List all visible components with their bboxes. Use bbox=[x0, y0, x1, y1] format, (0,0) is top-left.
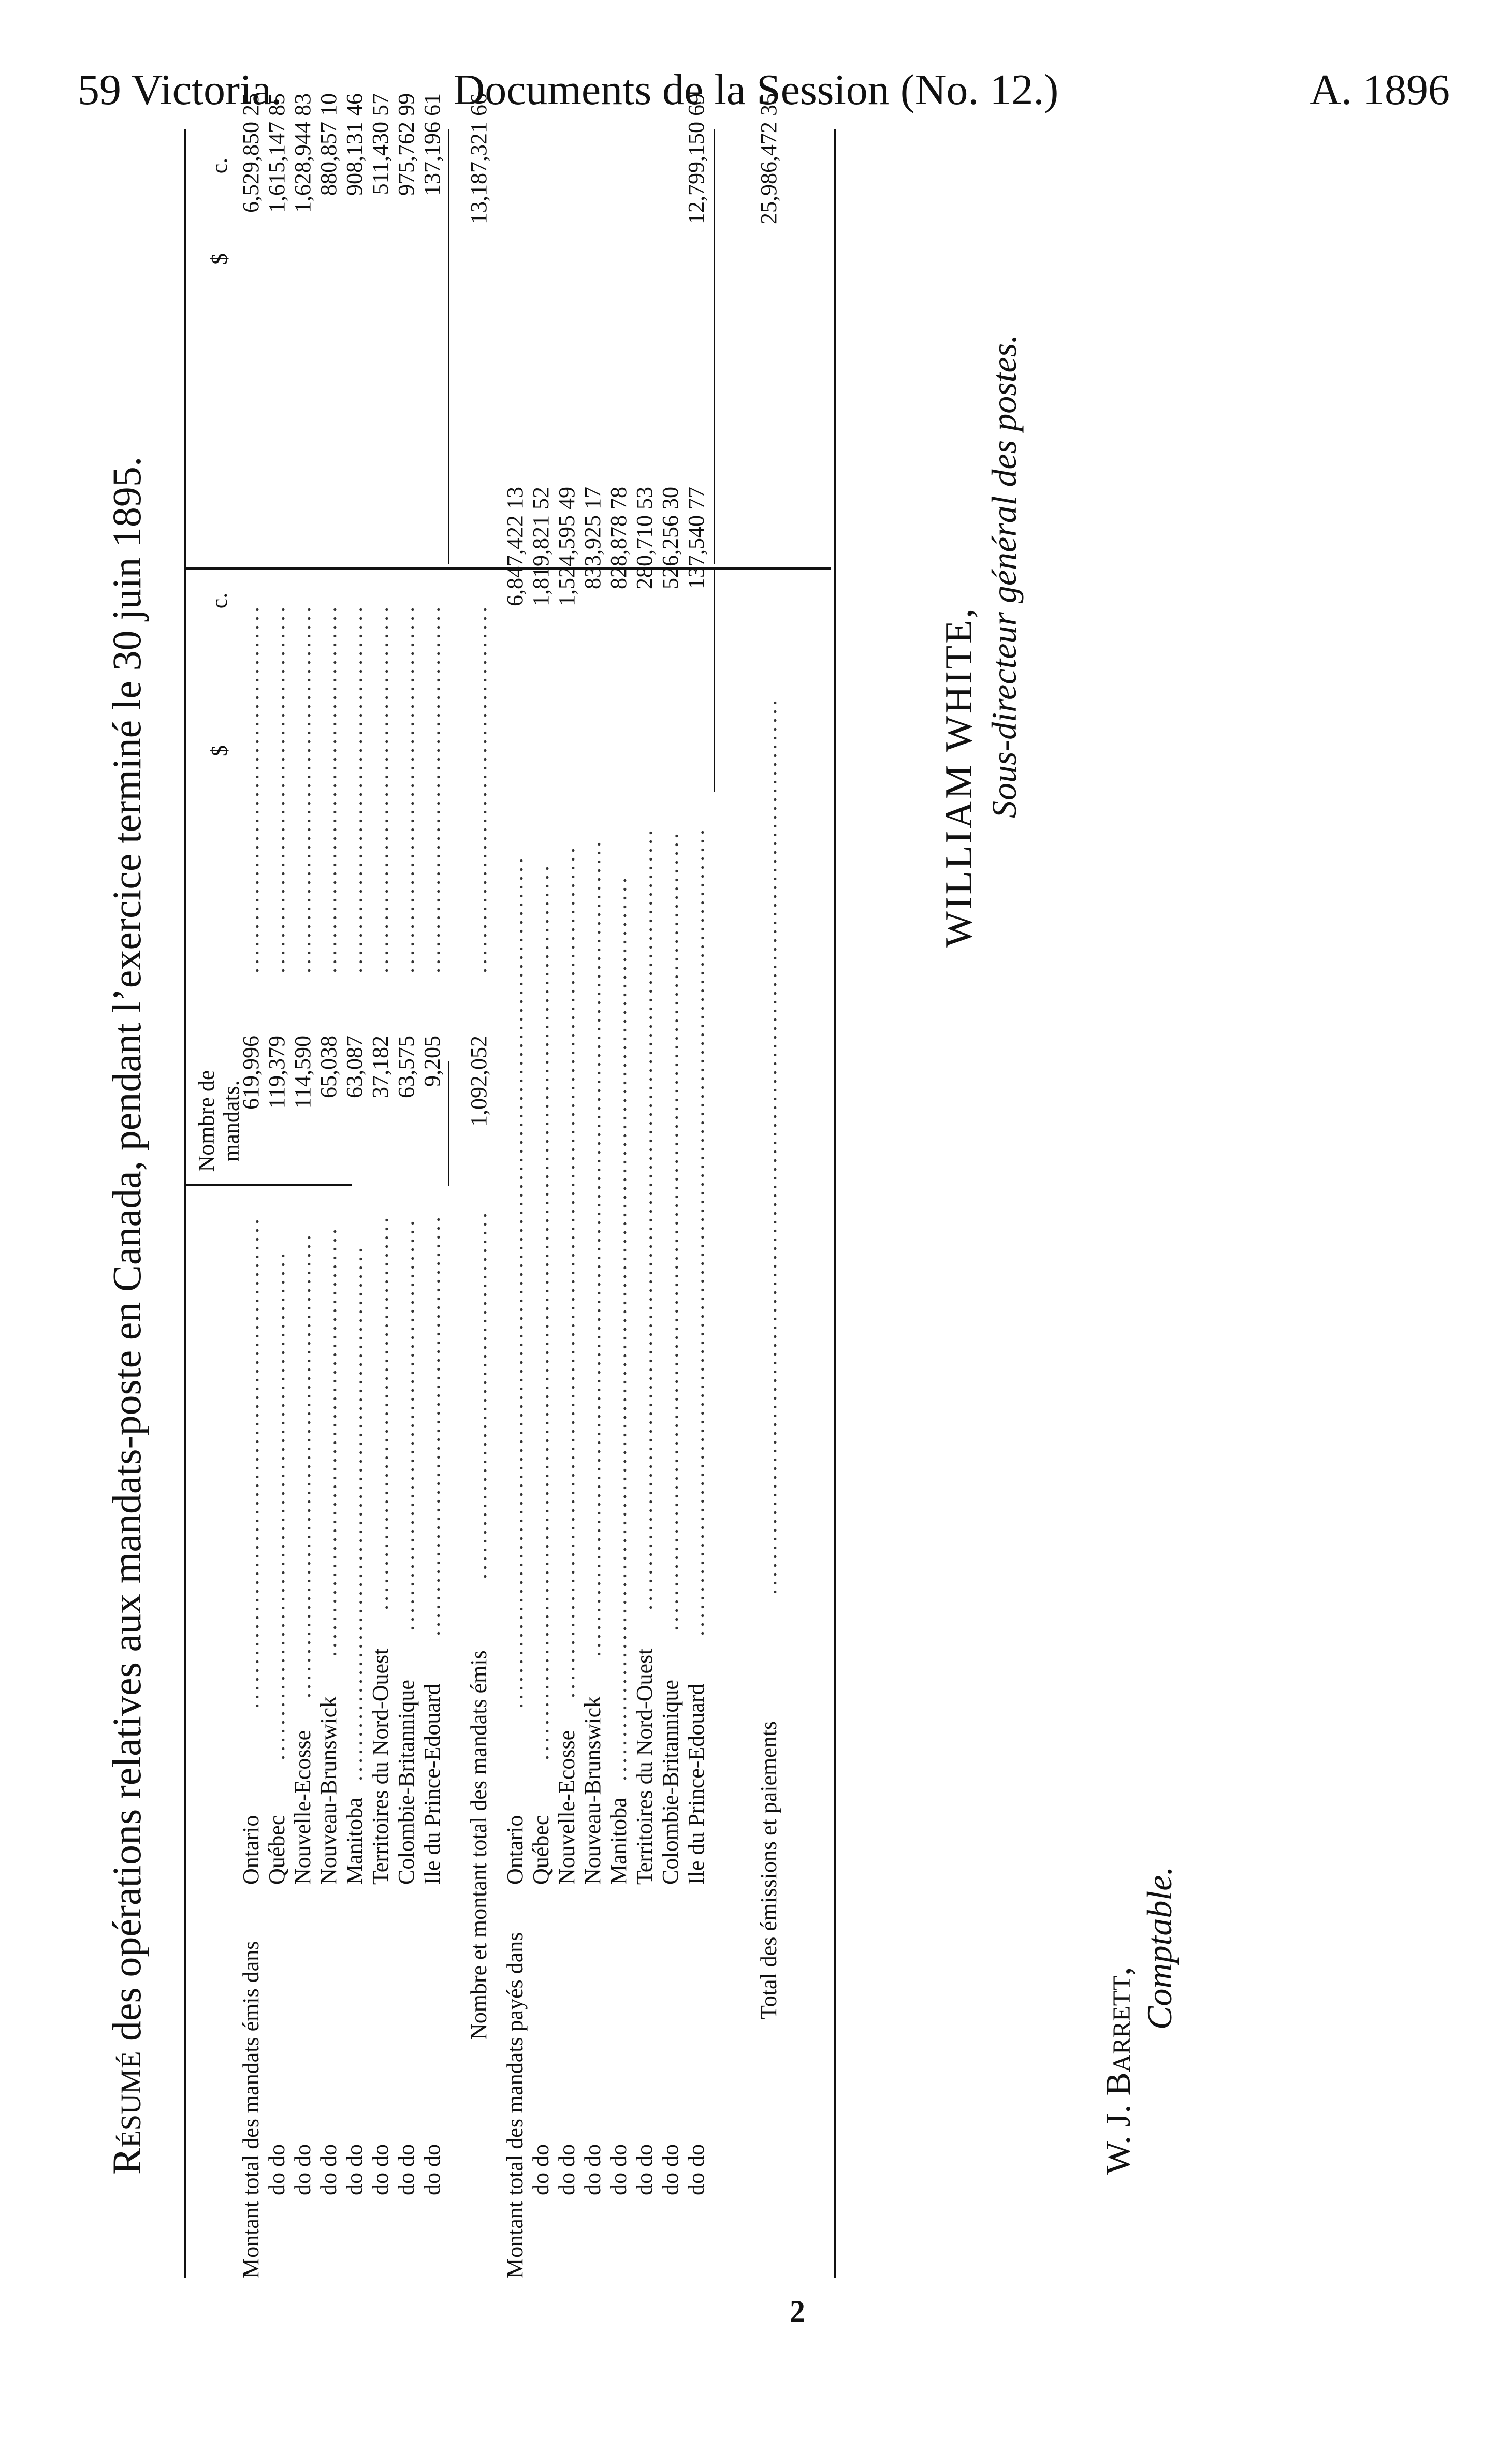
row-amount: 828,878 78 bbox=[606, 487, 631, 589]
row-prefix: do do bbox=[528, 2144, 554, 2195]
row-prefix: do do bbox=[606, 2144, 631, 2195]
leader-dots: ............................................................................................ bbox=[684, 826, 709, 1636]
leader-dots: .......................................... bbox=[316, 604, 341, 973]
leader-dots: .......................................... bbox=[264, 604, 289, 973]
grand-total-amount: 25,986,472 35 bbox=[756, 93, 781, 224]
row-province: Colombie-Britannique bbox=[658, 1680, 683, 1885]
issued-row bbox=[368, 93, 394, 2278]
row-count: 619,996 bbox=[238, 1036, 264, 1110]
header-series: A. 1896 bbox=[1310, 66, 1450, 114]
issued-row bbox=[419, 93, 445, 2278]
row-province: Québec bbox=[528, 1815, 554, 1885]
row-prefix: do do bbox=[394, 2144, 419, 2195]
leader-dots: .......................................................... bbox=[264, 1250, 289, 1760]
row-amount: 6,847,422 13 bbox=[502, 487, 528, 606]
leader-dots: ......................................................................................... bbox=[632, 827, 657, 1610]
paid-row bbox=[658, 129, 684, 2278]
leader-dots: ............................................................................................. bbox=[580, 838, 605, 1657]
paid-row bbox=[632, 129, 658, 2278]
row-amount: 880,857 10 bbox=[316, 93, 341, 196]
leader-dots: ................................................................................................. bbox=[554, 844, 579, 1698]
row-prefix: do do bbox=[580, 2144, 605, 2195]
accountant-title: Comptable. bbox=[1140, 1866, 1179, 2030]
row-province: Territoires du Nord-Ouest bbox=[632, 1648, 657, 1885]
row-amount: 975,762 99 bbox=[394, 93, 419, 196]
leader-dots: .......................................... bbox=[466, 1210, 491, 1579]
row-province: Territoires du Nord-Ouest bbox=[368, 1648, 393, 1885]
table-top-rule bbox=[184, 129, 186, 2278]
row-amount: 1,524,595 49 bbox=[554, 487, 579, 606]
director-title: Sous-directeur général des postes. bbox=[984, 334, 1024, 818]
row-count: 119,379 bbox=[264, 1036, 289, 1109]
header-session-year: 59 Victoria. bbox=[78, 66, 282, 114]
grand-total-row bbox=[756, 93, 782, 2278]
row-province: Ile du Prince-Edouard bbox=[419, 1683, 445, 1885]
title-small-caps: Résumé bbox=[104, 2051, 149, 2175]
leader-dots: ....................................................................................................... bbox=[606, 875, 631, 1781]
issued-row bbox=[238, 93, 264, 2278]
row-amount: 137,540 77 bbox=[684, 487, 709, 589]
row-count: 63,575 bbox=[394, 1036, 419, 1098]
issued-row bbox=[290, 93, 316, 2278]
row-province: Ile du Prince-Edouard bbox=[684, 1683, 709, 1885]
paid-subtotal-rule bbox=[714, 570, 715, 792]
leader-dots: .......................................... bbox=[342, 604, 367, 973]
paid-row bbox=[684, 93, 709, 2278]
issued-subtotal-rule bbox=[448, 129, 449, 564]
count-column-header: Nombre de mandats. bbox=[194, 1070, 244, 1172]
leader-dots: ...................................................................................................... bbox=[528, 863, 554, 1760]
paid-row bbox=[580, 129, 606, 2278]
leader-dots: ................................................. bbox=[316, 1226, 341, 1657]
row-amount: 137,196 61 bbox=[419, 93, 445, 196]
leader-dots: ................................................................................................. bbox=[502, 855, 528, 1709]
row-prefix: Montant total des mandats émis dans bbox=[238, 1941, 264, 2278]
page-number: 2 bbox=[790, 2294, 805, 2328]
row-prefix: do do bbox=[316, 2144, 341, 2195]
issued-row bbox=[394, 93, 419, 2278]
row-prefix: do do bbox=[264, 2144, 289, 2195]
issued-cents-header: c. bbox=[207, 157, 232, 174]
row-province: Manitoba bbox=[606, 1797, 631, 1885]
row-prefix: do do bbox=[632, 2144, 657, 2195]
row-amount: 280,710 53 bbox=[632, 487, 657, 589]
leader-dots: ............................................. bbox=[368, 1214, 393, 1610]
director-name: WILLIAM WHITE, bbox=[938, 606, 980, 948]
header-document-title: Documents de la Session (No. 12.) bbox=[453, 66, 1059, 114]
issued-total-row bbox=[466, 93, 492, 2278]
paid-row bbox=[606, 129, 632, 2278]
table-title bbox=[104, 311, 150, 2175]
leader-dots: .......................................... bbox=[290, 604, 315, 973]
row-prefix: do do bbox=[684, 2144, 709, 2195]
leader-dots: ................................................ bbox=[419, 1214, 445, 1636]
row-amount: 908,131 46 bbox=[342, 93, 367, 196]
row-province: Manitoba bbox=[342, 1797, 367, 1885]
leader-dots: ..................................................... bbox=[290, 1232, 315, 1698]
row-province: Québec bbox=[264, 1815, 289, 1885]
leader-dots: ...................................................................................................... bbox=[756, 697, 781, 1595]
grand-total-label: Total des émissions et paiements bbox=[756, 1721, 781, 2019]
grand-subtotal-rule bbox=[714, 129, 715, 564]
row-amount: 526,256 30 bbox=[658, 487, 683, 589]
leader-dots: ............................................... bbox=[394, 1217, 419, 1631]
paid-cents-header: c. bbox=[207, 592, 232, 609]
paid-dollars-header: $ bbox=[207, 745, 232, 756]
row-amount: 6,529,850 25 bbox=[238, 93, 264, 213]
issued-total-amount: 13,187,321 66 bbox=[466, 93, 491, 224]
row-province: Ontario bbox=[238, 1815, 264, 1885]
row-province: Nouveau-Brunswick bbox=[316, 1696, 341, 1885]
row-prefix: do do bbox=[658, 2144, 683, 2195]
issued-row bbox=[264, 93, 290, 2278]
row-amount: 1,615,147 85 bbox=[264, 93, 289, 213]
table-bottom-rule bbox=[834, 129, 836, 2278]
row-province: Ontario bbox=[502, 1815, 528, 1885]
rotated-table-page bbox=[83, 93, 1326, 2371]
row-prefix: do do bbox=[290, 2144, 315, 2195]
paid-row bbox=[554, 129, 580, 2278]
row-province: Nouvelle-Ecosse bbox=[554, 1730, 579, 1885]
row-province: Nouveau-Brunswick bbox=[580, 1696, 605, 1885]
row-count: 37,182 bbox=[368, 1036, 393, 1098]
row-prefix: Montant total des mandats payés dans bbox=[502, 1932, 528, 2278]
issued-total-label: Nombre et montant total des mandats émis bbox=[466, 1650, 491, 2040]
issued-dollars-header: $ bbox=[207, 253, 232, 265]
leader-dots: .......................................... bbox=[419, 604, 445, 973]
row-prefix: do do bbox=[342, 2144, 367, 2195]
leader-dots: ........................................................................................... bbox=[658, 830, 683, 1631]
row-amount: 1,819,821 52 bbox=[528, 487, 554, 606]
row-amount: 1,628,944 83 bbox=[290, 93, 315, 213]
issued-total-count: 1,092,052 bbox=[466, 1036, 491, 1127]
issued-row bbox=[316, 93, 342, 2278]
title-rest: des opérations relatives aux mandats-poste en Canada, pendant l’exercice terminé le 30 juin 1895. bbox=[104, 456, 149, 2051]
row-prefix: do do bbox=[554, 2144, 579, 2195]
leader-dots: .......................................... bbox=[394, 604, 419, 973]
paid-total-amount: 12,799,150 69 bbox=[684, 93, 709, 224]
row-count: 9,205 bbox=[419, 1036, 445, 1087]
leader-dots: .......................................... bbox=[238, 604, 264, 973]
row-amount: 511,430 57 bbox=[368, 93, 393, 195]
row-province: Colombie-Britannique bbox=[394, 1680, 419, 1885]
row-prefix: do do bbox=[368, 2144, 393, 2195]
count-subtotal-rule bbox=[448, 1061, 449, 1186]
row-count: 65,038 bbox=[316, 1036, 341, 1098]
row-province: Nouvelle-Ecosse bbox=[290, 1730, 315, 1885]
row-amount: 833,925 17 bbox=[580, 487, 605, 589]
leader-dots: .......................................... bbox=[466, 604, 491, 973]
paid-row bbox=[502, 129, 528, 2278]
accountant-name: W. J. Barrett, bbox=[1098, 1966, 1138, 2175]
paid-row bbox=[528, 129, 554, 2278]
issued-row bbox=[342, 93, 368, 2278]
row-count: 114,590 bbox=[290, 1036, 315, 1109]
leader-dots: ........................................................ bbox=[238, 1216, 264, 1709]
leader-dots: ............................................................. bbox=[342, 1244, 367, 1781]
row-prefix: do do bbox=[419, 2144, 445, 2195]
row-count: 63,087 bbox=[342, 1036, 367, 1098]
leader-dots: .......................................... bbox=[368, 604, 393, 973]
